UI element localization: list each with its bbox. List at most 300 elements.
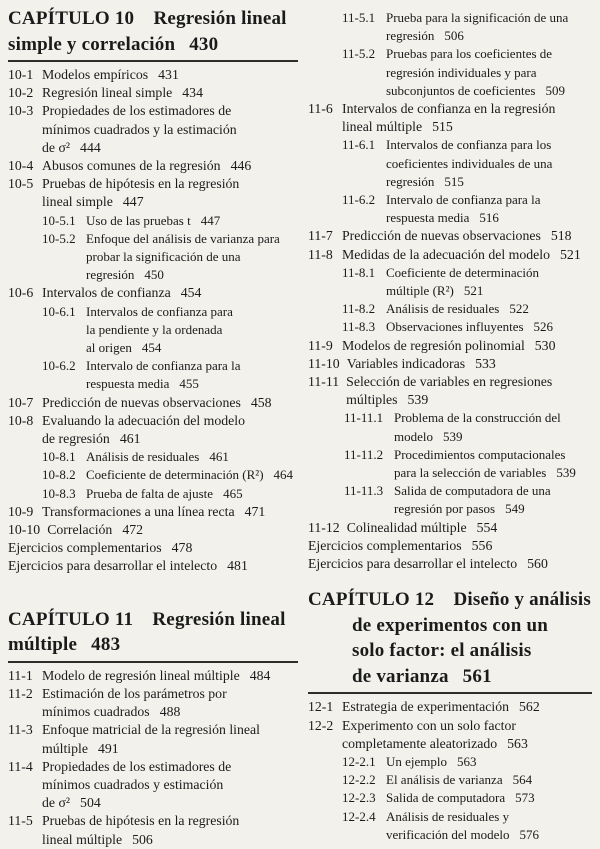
entry-line-text: respuesta media (386, 210, 470, 226)
page-number: 521 (463, 283, 484, 299)
entry-line-text: Análisis de residuales (86, 449, 200, 465)
entry-line (386, 789, 535, 807)
entry-text (42, 758, 231, 813)
page-number: 447 (122, 194, 144, 210)
entry-line-text: Predicción de nuevas observaciones (342, 228, 541, 244)
entry-line (342, 735, 528, 753)
entry-line (42, 685, 227, 703)
entry-line-text: regresión individuales y para (386, 64, 537, 80)
entry-number: 10-6.1 (42, 303, 76, 319)
entry-line-text: Propiedades de los estimadores de (42, 103, 232, 119)
page-number: 560 (527, 556, 548, 572)
entry-number: 11-11.2 (344, 446, 384, 462)
entry-number: 12-1 (308, 699, 334, 715)
entry-text (386, 300, 529, 318)
toc-entry (308, 537, 596, 555)
entry-line (346, 391, 552, 409)
entry-text (386, 45, 565, 100)
entry-number: 11-12 (308, 519, 340, 535)
entry-number: 11-2 (8, 685, 33, 701)
entry-line (42, 758, 231, 776)
entry-number: 11-4 (8, 758, 33, 774)
entry-number: 10-8 (8, 412, 34, 428)
entry-line (308, 537, 492, 555)
entry-text (86, 357, 240, 393)
page-number: 562 (519, 699, 540, 715)
entry-line (86, 339, 233, 357)
toc-entry (42, 466, 302, 484)
entry-line-text: Intervalo de confianza para la (86, 358, 241, 374)
toc-entry (42, 303, 302, 358)
section-divider (8, 661, 298, 663)
entry-line (342, 717, 528, 735)
entry-line-text: Modelo de regresión lineal múltiple (42, 667, 240, 683)
entry-line-text: regresión (86, 267, 135, 283)
entry-line-text: Selección de variables en regresiones (346, 374, 553, 390)
entry-line (386, 771, 532, 789)
entry-text (42, 284, 201, 302)
chapter-line (8, 632, 302, 658)
page-number: 556 (471, 537, 493, 553)
entry-line (386, 173, 552, 191)
entry-text (86, 448, 229, 466)
toc-entry (308, 555, 596, 573)
entry-number: 10-10 (8, 522, 41, 538)
entry-line (8, 557, 248, 575)
entry-number: 11-5 (8, 813, 33, 829)
entry-number: 11-8.2 (342, 301, 376, 317)
toc-entry (308, 698, 596, 716)
entry-line (342, 100, 555, 118)
page-number: 509 (545, 82, 565, 98)
toc-entry (342, 264, 596, 300)
entry-text (42, 84, 203, 102)
entry-line (386, 155, 552, 173)
entry-line-text: Prueba para la significación de una (386, 10, 569, 25)
page-number: 488 (159, 704, 181, 720)
entry-text (8, 557, 248, 575)
entry-number: 12-2.4 (342, 808, 376, 824)
entry-line (42, 139, 237, 157)
entry-line (394, 464, 576, 482)
entry-line (86, 230, 280, 248)
entry-line (86, 448, 229, 466)
entry-line-text: Pruebas de hipótesis en la regresión (42, 176, 240, 192)
entry-line (342, 337, 555, 355)
entry-line (42, 121, 237, 139)
entry-text (394, 409, 561, 445)
entry-line-text: Evaluando la adecuación del modelo (42, 412, 246, 428)
toc-entry (342, 808, 596, 844)
page-number: 533 (475, 355, 496, 371)
toc-entry (8, 721, 302, 757)
entry-number: 11-9 (308, 337, 333, 353)
entry-line (347, 355, 496, 373)
page-number: 563 (507, 735, 528, 751)
entry-line-text: Intervalos de confianza (42, 285, 171, 301)
entry-text (386, 808, 539, 844)
chapter-block (8, 6, 302, 62)
toc-entry (8, 394, 302, 412)
entry-text (47, 521, 143, 539)
page-number: 444 (80, 139, 101, 155)
entry-line (386, 753, 477, 771)
toc-entry (344, 409, 596, 445)
entry-line-text: lineal múltiple (42, 831, 123, 847)
toc-entry (308, 246, 596, 264)
chapter-title: CAPÍTULO 11 Regresión lineal (8, 608, 286, 630)
entry-number: 11-5.2 (342, 46, 376, 62)
page-number: 539 (556, 465, 576, 481)
entry-line-text: Pruebas para los coeficientes de (386, 46, 553, 62)
entry-line-text: al origen (86, 340, 132, 356)
entry-line-text: Abusos comunes de la regresión (42, 158, 221, 174)
entry-line (386, 209, 540, 227)
toc-entry (308, 717, 596, 753)
entry-line (86, 248, 280, 266)
toc-entry (344, 482, 596, 518)
entry-line-text: Salida de computadora de una (394, 483, 551, 499)
toc-entry (8, 84, 302, 102)
entry-text (42, 812, 239, 848)
entry-text (42, 503, 265, 521)
entry-line (394, 446, 576, 464)
entry-text (386, 771, 532, 789)
entry-text (342, 227, 572, 245)
toc-entry (342, 753, 596, 771)
entry-line (42, 740, 260, 758)
page-number: 465 (223, 485, 243, 501)
page-number: 447 (200, 212, 221, 228)
entry-line-text: Análisis de residuales y (386, 808, 510, 824)
page-number: 549 (505, 501, 525, 517)
entry-line (86, 303, 233, 321)
entry-text (386, 9, 568, 45)
entry-line-text: Uso de las pruebas t (86, 212, 191, 228)
entry-line (86, 357, 240, 375)
page-number: 491 (98, 740, 119, 756)
page-number: 434 (182, 85, 203, 101)
entry-line-text: Ejercicios para desarrollar el intelecto (308, 556, 518, 572)
entry-line-text: múltiple (R²) (386, 283, 454, 299)
entry-line-text: Ejercicios complementarios (308, 537, 462, 553)
entry-line (342, 246, 581, 264)
toc-entry (42, 485, 302, 503)
page-number: 554 (476, 519, 498, 535)
entry-line-text: El análisis de varianza (386, 772, 503, 788)
entry-number: 12-2 (308, 717, 334, 733)
page-number: 431 (158, 67, 179, 82)
entry-line-text: subconjuntos de coeficientes (386, 82, 536, 98)
entry-line-text: probar la significación de una (86, 249, 241, 265)
entry-line (394, 409, 561, 427)
entry-line (42, 66, 179, 84)
entry-line-text: Experimento con un solo factor (342, 717, 516, 733)
entry-line-text: Pruebas de hipótesis en la regresión (42, 813, 240, 829)
chapter-line (308, 638, 596, 664)
page-number: 455 (179, 376, 199, 392)
toc-entries (8, 667, 302, 849)
page-number: 563 (457, 753, 477, 769)
entry-line-text: para la selección de variables (394, 465, 547, 481)
entry-line (42, 703, 227, 721)
entry-text (386, 789, 535, 807)
entry-line-text: Intervalos de confianza para los (386, 137, 552, 153)
entry-number: 10-5.2 (42, 230, 76, 246)
entry-line (386, 45, 565, 63)
entry-number: 10-3 (8, 103, 34, 119)
entry-line (394, 500, 551, 518)
entry-text (86, 485, 243, 503)
page-number: 521 (560, 246, 581, 262)
toc-entry (342, 191, 596, 227)
entry-line (386, 264, 539, 282)
entry-number: 11-8 (308, 246, 333, 262)
toc-entry (8, 685, 302, 721)
page-number: 506 (132, 831, 153, 847)
chapter-line (308, 613, 596, 639)
chapter-heading (308, 587, 596, 689)
toc-entry (42, 212, 302, 230)
page-number: 526 (533, 319, 554, 335)
chapter-page-number: 483 (91, 634, 121, 656)
entry-line-text: Salida de computadora (386, 790, 506, 806)
entry-line (86, 466, 293, 484)
page-number: 461 (209, 449, 229, 465)
entry-line-text: Correlación (47, 522, 113, 538)
toc-entry (8, 758, 302, 813)
page-number: 446 (230, 158, 252, 174)
entry-text (342, 246, 581, 264)
entry-number: 10-6 (8, 285, 34, 301)
entry-line (86, 321, 233, 339)
entry-line (386, 27, 568, 45)
toc-entry (8, 812, 302, 848)
entry-line-text: Medidas de la adecuación del modelo (342, 246, 551, 262)
entry-line (86, 212, 220, 230)
entry-number: 11-6.2 (342, 192, 376, 208)
entry-line-text: modelo (394, 428, 433, 444)
chapter-line (308, 664, 596, 690)
entry-line-text: Colinealidad múltiple (346, 519, 467, 535)
page-number: 539 (407, 392, 429, 408)
entry-number: 11-11.1 (344, 410, 384, 426)
column-left (8, 6, 302, 849)
entry-text (42, 66, 179, 84)
page-number: 478 (171, 540, 193, 556)
entry-text (394, 482, 551, 518)
entry-number: 11-3 (8, 722, 33, 738)
entry-line-text: Propiedades de los estimadores de (42, 758, 232, 774)
chapter-page-number: 561 (462, 665, 492, 687)
entry-line-text: Procedimientos computacionales (394, 446, 566, 462)
toc-entry (42, 357, 302, 393)
page-number: 518 (550, 228, 572, 244)
entry-line-text: Transformaciones a una línea recta (42, 503, 235, 519)
entry-line (86, 375, 240, 393)
page-number: 573 (515, 790, 535, 806)
chapter-page-number: 430 (189, 33, 219, 55)
entry-line (8, 539, 192, 557)
entry-line-text: Predicción de nuevas observaciones (42, 394, 241, 410)
chapter-line (308, 587, 596, 613)
entry-text (42, 102, 237, 157)
toc-entry (8, 175, 302, 211)
entry-line (386, 136, 552, 154)
entry-text (308, 555, 548, 573)
entry-text (347, 519, 498, 537)
entry-line (42, 175, 239, 193)
chapter-block (8, 607, 302, 663)
page-number: 461 (119, 431, 141, 447)
entry-line (42, 412, 245, 430)
entry-line (42, 667, 270, 685)
entry-number: 10-8.1 (42, 449, 76, 465)
toc-entry (8, 284, 302, 302)
toc-entry (308, 519, 596, 537)
entry-line (342, 227, 572, 245)
page-number: 484 (249, 667, 271, 683)
entry-text (308, 537, 492, 555)
entry-number: 10-2 (8, 85, 34, 101)
entry-line-text: regresión (386, 28, 435, 44)
page-number: 458 (250, 394, 272, 410)
toc-entry (342, 9, 596, 45)
entry-line-text: múltiples (346, 392, 398, 408)
entry-text (394, 446, 576, 482)
entry-text (346, 373, 552, 409)
toc-entry (8, 503, 302, 521)
entry-line (394, 428, 561, 446)
toc-entry (342, 300, 596, 318)
toc-entry (308, 355, 596, 373)
entry-line (42, 430, 245, 448)
entry-line-text: la pendiente y la ordenada (86, 321, 223, 337)
toc-entry (308, 337, 596, 355)
entry-number: 11-5.1 (342, 10, 376, 25)
entry-line (42, 157, 251, 175)
entry-line (42, 776, 231, 794)
page-number: 506 (444, 28, 464, 44)
page-number: 516 (479, 210, 499, 226)
entry-text (42, 412, 245, 448)
entry-line (342, 118, 555, 136)
toc-entry (344, 446, 596, 482)
entry-line (308, 555, 548, 573)
entry-number: 10-5.1 (42, 212, 76, 228)
entry-line-text: mínimos cuadrados y la estimación (42, 121, 237, 137)
entry-line-text: lineal simple (42, 194, 113, 210)
entry-line (42, 794, 231, 812)
entry-line-text: Problema de la construcción del (394, 410, 561, 426)
entry-number: 10-9 (8, 503, 34, 519)
entry-text (347, 355, 496, 373)
entry-number: 10-7 (8, 394, 34, 410)
entry-number: 11-6 (308, 101, 333, 117)
toc-entry (342, 45, 596, 100)
chapter-heading (8, 607, 302, 658)
entry-line-text: coeficientes individuales de una (386, 155, 553, 171)
entry-number: 10-8.2 (42, 467, 76, 483)
entry-text (42, 685, 227, 721)
entry-line (386, 318, 553, 336)
entry-text (386, 191, 540, 227)
entry-line (386, 9, 568, 27)
chapter-title: solo factor: el análisis (352, 640, 532, 662)
toc-entry (8, 102, 302, 157)
page-number: 472 (122, 522, 144, 538)
entry-number: 11-6.1 (342, 137, 376, 153)
entry-line-text: Ejercicios complementarios (8, 540, 162, 556)
entry-text (86, 466, 293, 484)
entry-line-text: múltiple (42, 740, 88, 756)
entry-line (386, 82, 565, 100)
entry-text (42, 721, 260, 757)
entry-text (86, 303, 233, 358)
toc-entries (308, 9, 596, 573)
entry-line-text: Enfoque matricial de la regresión lineal (42, 722, 260, 738)
entry-line (42, 812, 239, 830)
page-number: 530 (534, 337, 556, 353)
chapter-title: CAPÍTULO 10 Regresión lineal (8, 8, 287, 29)
entry-number: 11-11 (308, 374, 340, 390)
chapter-title: de experimentos con un (352, 614, 548, 636)
toc-entry (342, 771, 596, 789)
entry-number: 10-1 (8, 67, 34, 82)
page-number: 515 (432, 119, 453, 135)
entry-number: 11-8.3 (342, 319, 376, 335)
page-number: 564 (512, 772, 533, 788)
entry-line-text: de σ² (42, 139, 71, 155)
entry-line-text: Estrategia de experimentación (342, 699, 510, 715)
entry-number: 12-2.3 (342, 790, 376, 806)
entry-line (386, 826, 539, 844)
column-right (308, 6, 596, 849)
entry-text (42, 667, 270, 685)
entry-line-text: Intervalo de confianza para la (386, 192, 541, 208)
entry-number: 12-2.1 (342, 753, 376, 769)
entry-line-text: regresión (386, 173, 435, 189)
chapter-title: de varianza (352, 665, 449, 687)
chapter-heading (8, 6, 302, 57)
page-number: 539 (443, 428, 463, 444)
entry-text (42, 157, 251, 175)
chapter-title: CAPÍTULO 12 Diseño y análisis (308, 589, 591, 611)
entry-text (386, 264, 539, 300)
toc-entry (8, 667, 302, 685)
entry-line-text: respuesta media (86, 376, 170, 392)
chapter-line (8, 32, 302, 58)
entry-text (342, 698, 540, 716)
toc-entry (8, 66, 302, 84)
section-divider (308, 692, 592, 694)
entry-line (42, 284, 201, 302)
toc-entry (342, 136, 596, 191)
page-number: 515 (444, 173, 464, 189)
entry-line (42, 193, 239, 211)
page-number: 576 (519, 826, 539, 842)
entry-number: 11-11.3 (344, 483, 384, 499)
entry-text (386, 753, 477, 771)
toc-entry (8, 521, 302, 539)
entry-text (42, 175, 239, 211)
entry-line-text: de regresión (42, 431, 110, 447)
entry-line-text: Análisis de residuales (386, 301, 500, 317)
entry-number: 10-4 (8, 158, 34, 174)
entry-line-text: Enfoque del análisis de varianza para (86, 230, 280, 246)
entry-line (386, 808, 539, 826)
toc-entry (8, 412, 302, 448)
